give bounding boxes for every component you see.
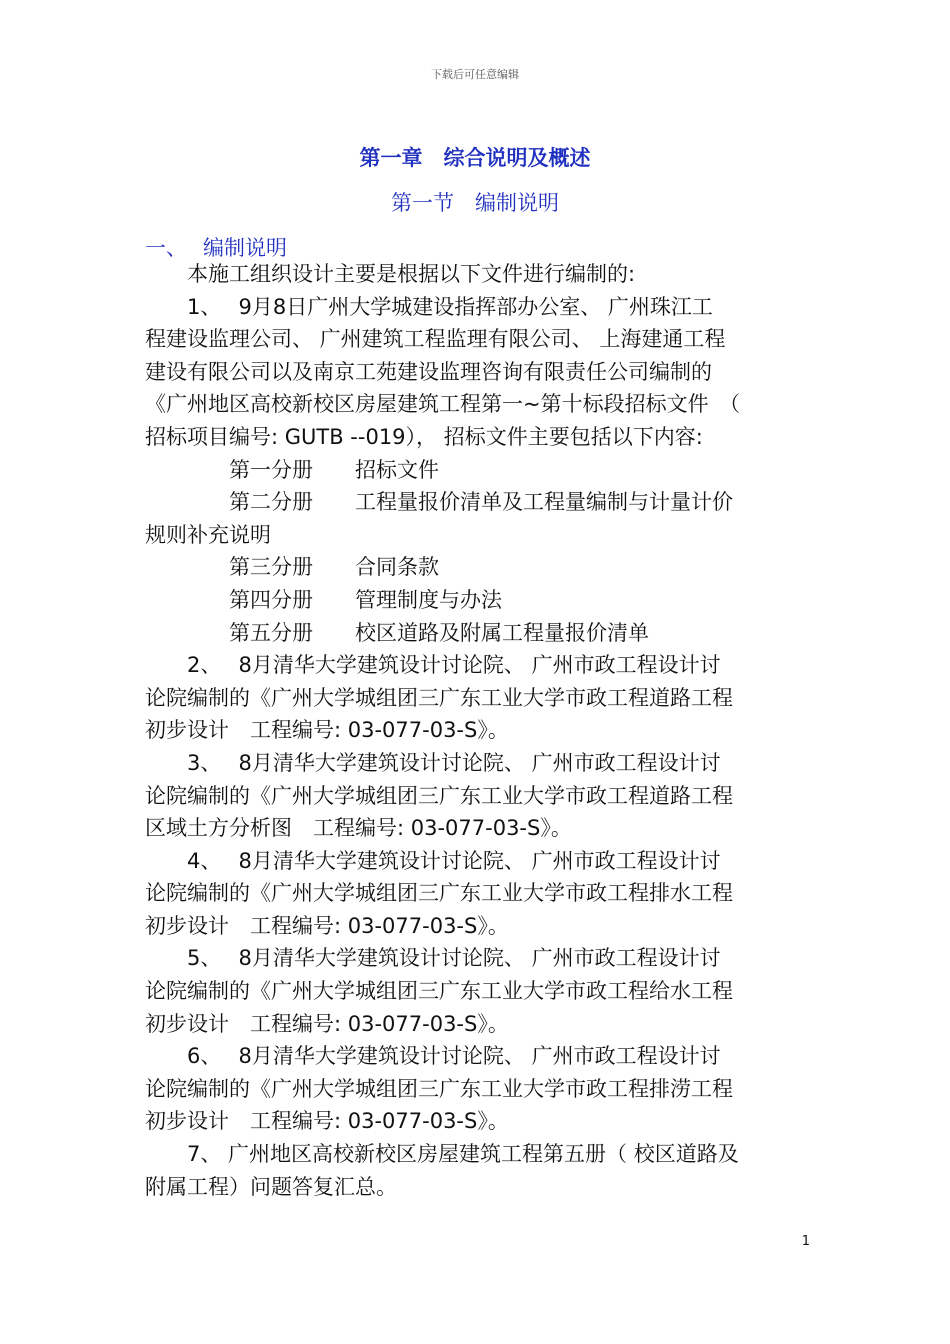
body-line: 《广州地区高校新校区房屋建筑工程第一~第十标段招标文件 （ [145,392,741,417]
body-line: 第二分册 工程量报价清单及工程量编制与计量计价 [145,490,733,515]
body-line: 5、 8月清华大学建筑设计讨论院、 广州市政工程设计讨 [145,946,721,971]
subheading-text: 编制说明 [203,236,287,260]
body-line: 第一分册 招标文件 [145,457,439,482]
body-line: 招标项目编号: GUTB --019）， 招标文件主要包括以下内容: [145,424,703,449]
page-header-note: 下载后可任意编辑 [431,68,519,81]
body-line: 第三分册 合同条款 [145,555,439,580]
body-line: 7、 广州地区高校新校区房屋建筑工程第五册（ 校区道路及 [145,1142,739,1167]
body-line: 4、 8月清华大学建筑设计讨论院、 广州市政工程设计讨 [145,848,721,873]
body-line: 1、 9月8日广州大学城建设指挥部办公室、 广州珠江工 [145,294,713,319]
chapter-title: 第一章 综合说明及概述 [359,146,591,170]
body-line: 论院编制的《广州大学城组团三广东工业大学市政工程给水工程 [145,979,733,1004]
body-line: 论院编制的《广州大学城组团三广东工业大学市政工程道路工程 [145,783,733,808]
body-line: 规则补充说明 [145,522,271,547]
body-text [145,258,807,1203]
body-line: 6、 8月清华大学建筑设计讨论院、 广州市政工程设计讨 [145,1044,721,1069]
body-line: 论院编制的《广州大学城组团三广东工业大学市政工程排水工程 [145,881,733,906]
body-line: 论院编制的《广州大学城组团三广东工业大学市政工程道路工程 [145,685,733,710]
body-line: 2、 8月清华大学建筑设计讨论院、 广州市政工程设计讨 [145,653,721,678]
body-line: 建设有限公司以及南京工苑建设监理咨询有限责任公司编制的 [145,359,712,384]
body-line: 附属工程）问题答复汇总。 [145,1174,397,1199]
body-line: 初步设计 工程编号: 03-077-03-S》。 [145,913,509,938]
body-line: 本施工组织设计主要是根据以下文件进行编制的: [145,262,636,286]
body-line: 区域土方分析图 工程编号: 03-077-03-S》。 [145,816,572,841]
section-title: 第一节 编制说明 [391,191,559,215]
body-line: 第四分册 管理制度与办法 [145,587,502,612]
body-line: 初步设计 工程编号: 03-077-03-S》。 [145,718,509,743]
body-line: 初步设计 工程编号: 03-077-03-S》。 [145,1011,509,1036]
body-line: 第五分册 校区道路及附属工程量报价清单 [145,620,649,645]
body-line: 3、 8月清华大学建筑设计讨论院、 广州市政工程设计讨 [145,750,721,775]
body-line: 初步设计 工程编号: 03-077-03-S》。 [145,1109,509,1134]
body-line: 论院编制的《广州大学城组团三广东工业大学市政工程排涝工程 [145,1076,733,1101]
page-number: 1 [801,1234,810,1249]
subheading-number: 一、 [145,236,187,260]
body-line: 程建设监理公司、 广州建筑工程监理有限公司、 上海建通工程 [145,327,726,352]
